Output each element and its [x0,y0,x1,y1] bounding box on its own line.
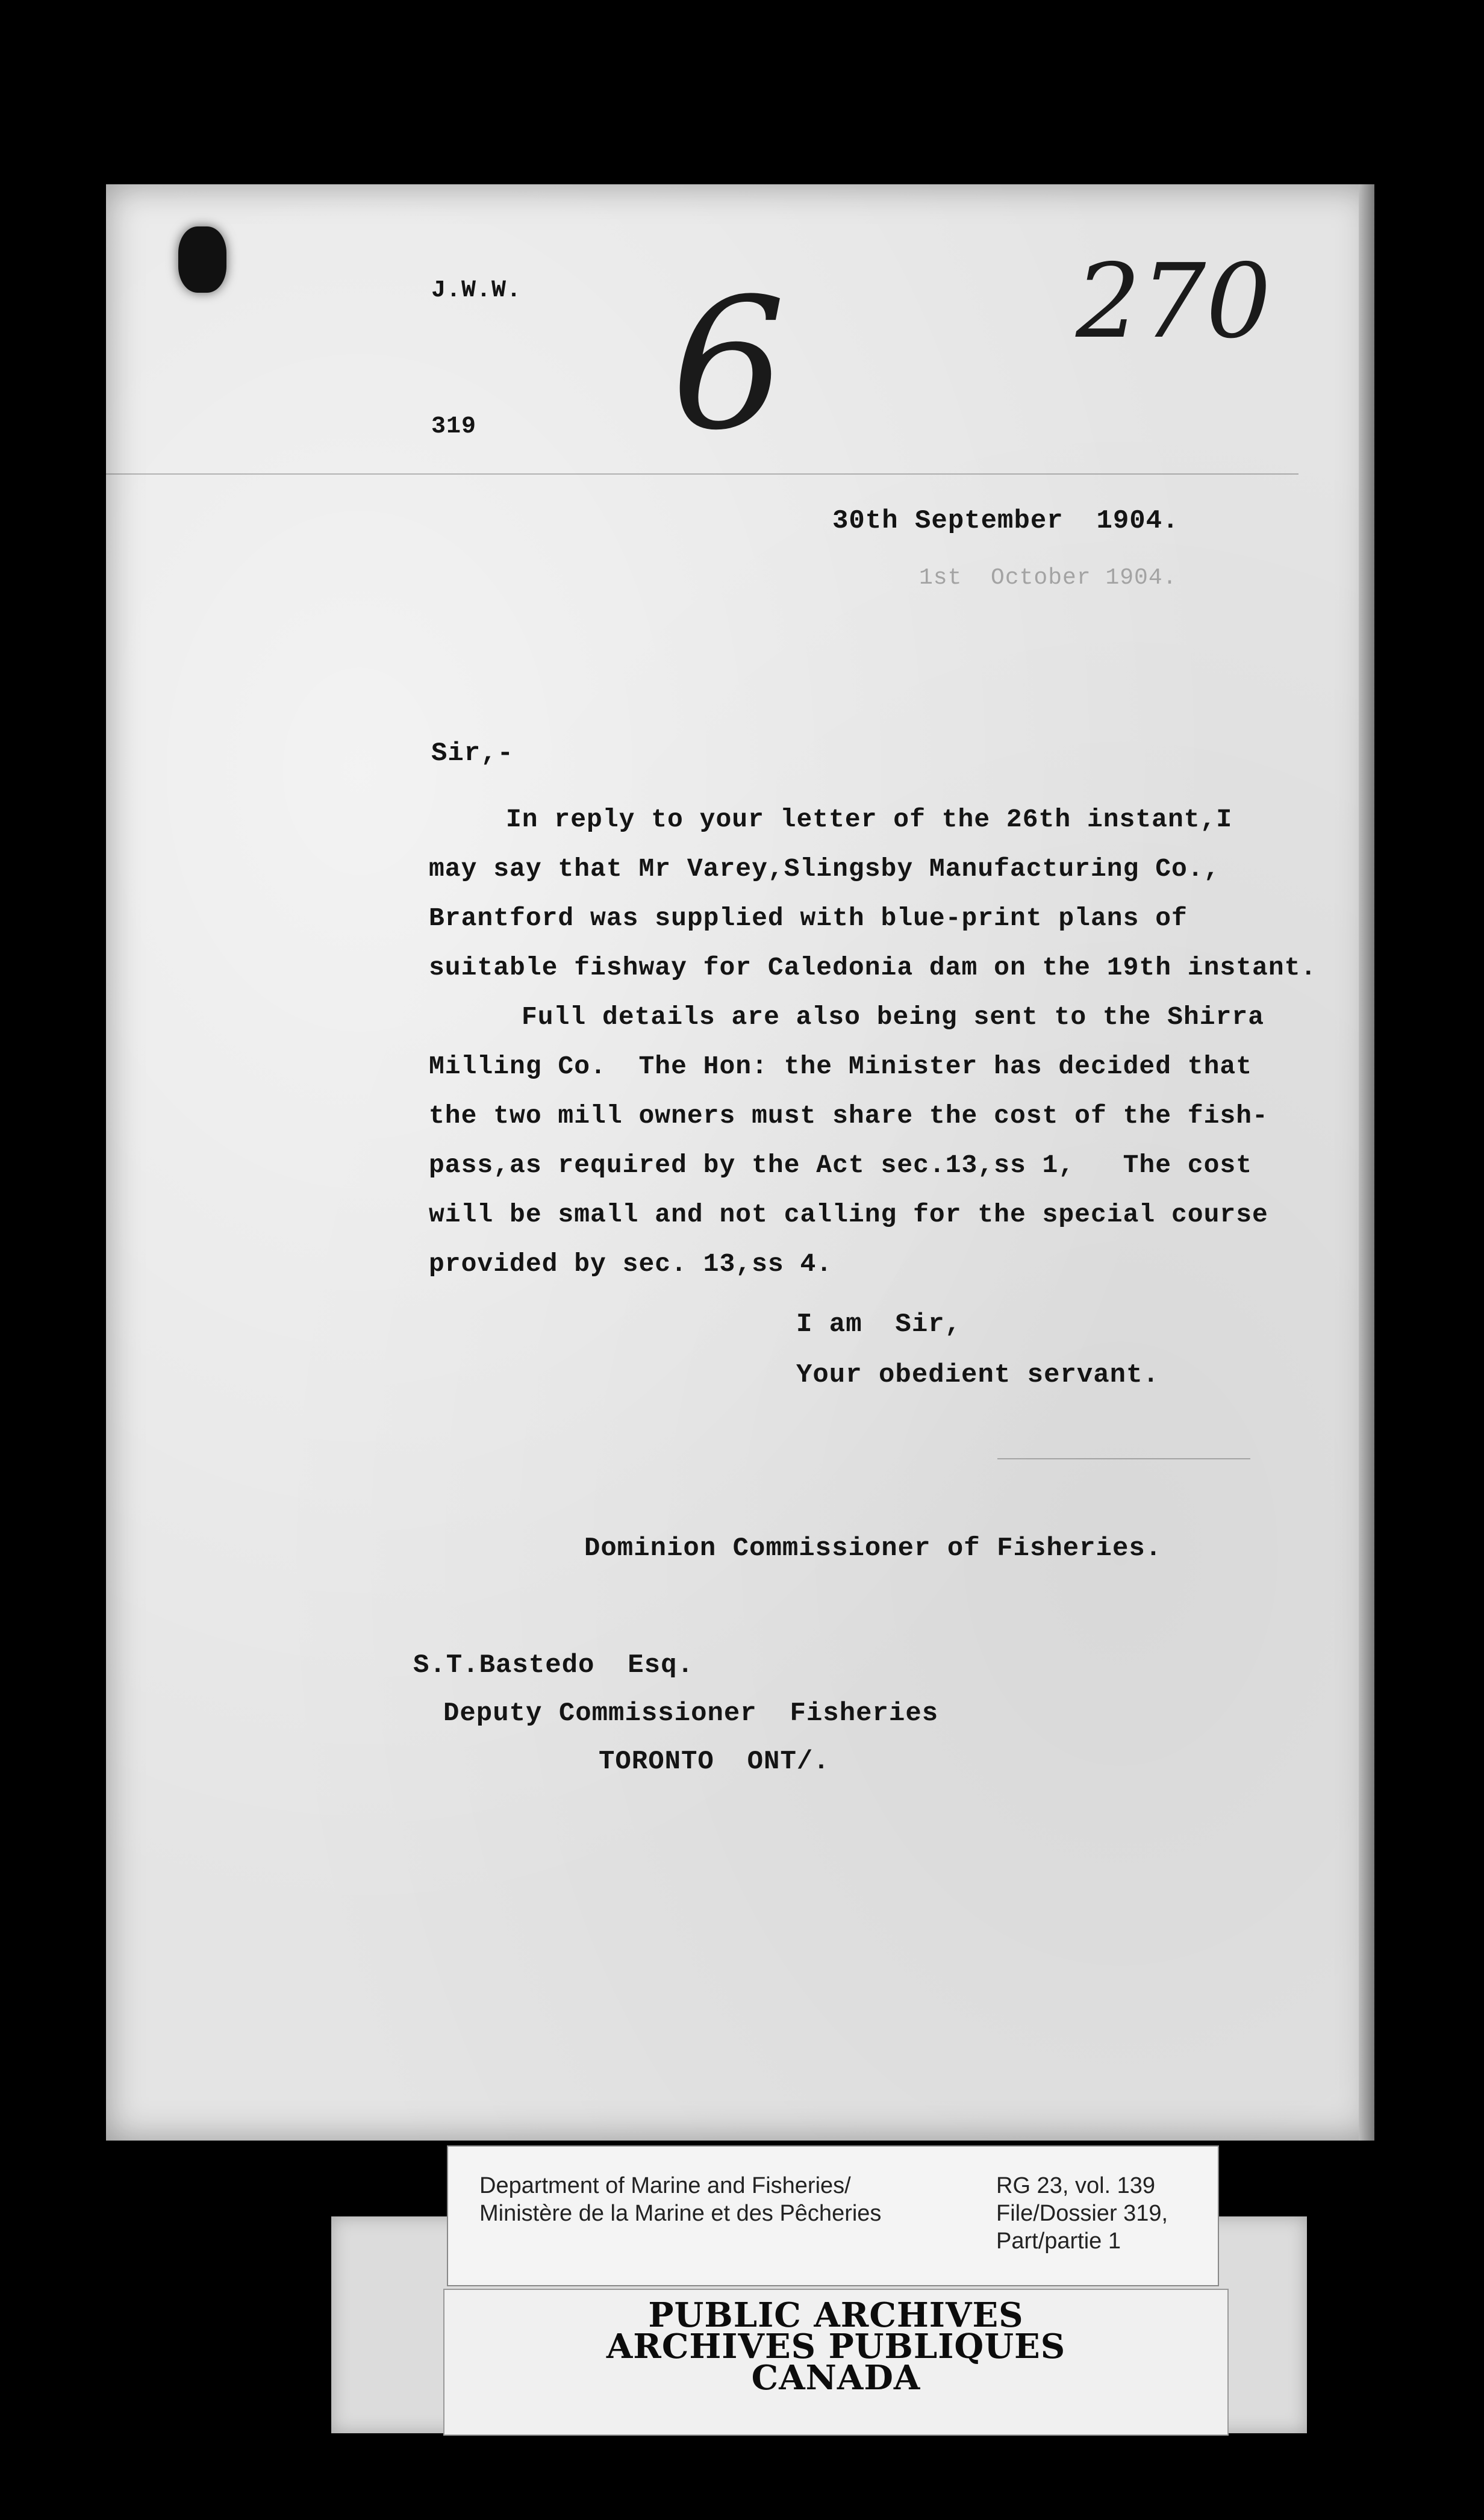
letter-date: 30th September 1904. [832,506,1179,536]
page-number: 270 [1076,242,1271,361]
letter-page [106,184,1374,2141]
fold-line [997,1458,1250,1459]
punch-hole [178,226,226,293]
part-partie: Part/partie 1 [996,2228,1121,2254]
body-line: Brantford was supplied with blue-print plans of [429,903,1188,933]
body-line: pass,as required by the Act sec.13,ss 1, The cost [429,1150,1253,1180]
letter-date-faded: 1st October 1904. [919,565,1177,591]
department-french: Ministère de la Marine et des Pêcheries [479,2201,882,2226]
body-line: provided by sec. 13,ss 4. [429,1249,833,1279]
file-dossier: File/Dossier 319, [996,2201,1168,2226]
file-number: 319 [431,413,477,440]
archive-stamp [443,2289,1229,2436]
body-line: Milling Co. The Hon: the Minister has decided that [429,1052,1253,1081]
closing-line-1: I am Sir, [796,1309,962,1340]
stamp-line-archives-publiques: ARCHIVES PUBLIQUES [606,2327,1066,2366]
initials: J.W.W. [431,277,522,304]
stamp-line-canada: CANADA [751,2358,921,2398]
body-line: suitable fishway for Caledonia dam on the 19th instant. [429,953,1317,982]
closing-line-2: Your obedient servant. [796,1360,1159,1390]
body-line: will be small and not calling for the special course [429,1200,1268,1229]
handwritten-numeral: 6 [671,260,786,470]
body-line: Full details are also being sent to the Shirra [522,1002,1264,1032]
salutation: Sir,- [431,738,514,769]
record-group: RG 23, vol. 139 [996,2173,1156,2198]
addressee-title: Deputy Commissioner Fisheries [443,1698,939,1729]
addressee-place: TORONTO ONT/. [599,1747,830,1777]
page-edge-shadow [1359,184,1374,2141]
body-line: may say that Mr Varey,Slingsby Manufacturing Co., [429,854,1220,884]
addressee-name: S.T.Bastedo Esq. [413,1650,694,1680]
archive-reference-label [447,2145,1219,2286]
body-line: In reply to your letter of the 26th instant,I [506,805,1233,834]
department-english: Department of Marine and Fisheries/ [479,2173,851,2198]
fold-line [106,473,1298,475]
signatory-title: Dominion Commissioner of Fisheries. [584,1533,1162,1564]
body-line: the two mill owners must share the cost of the fish- [429,1101,1268,1131]
stamp-line-public-archives: PUBLIC ARCHIVES [648,2295,1024,2335]
